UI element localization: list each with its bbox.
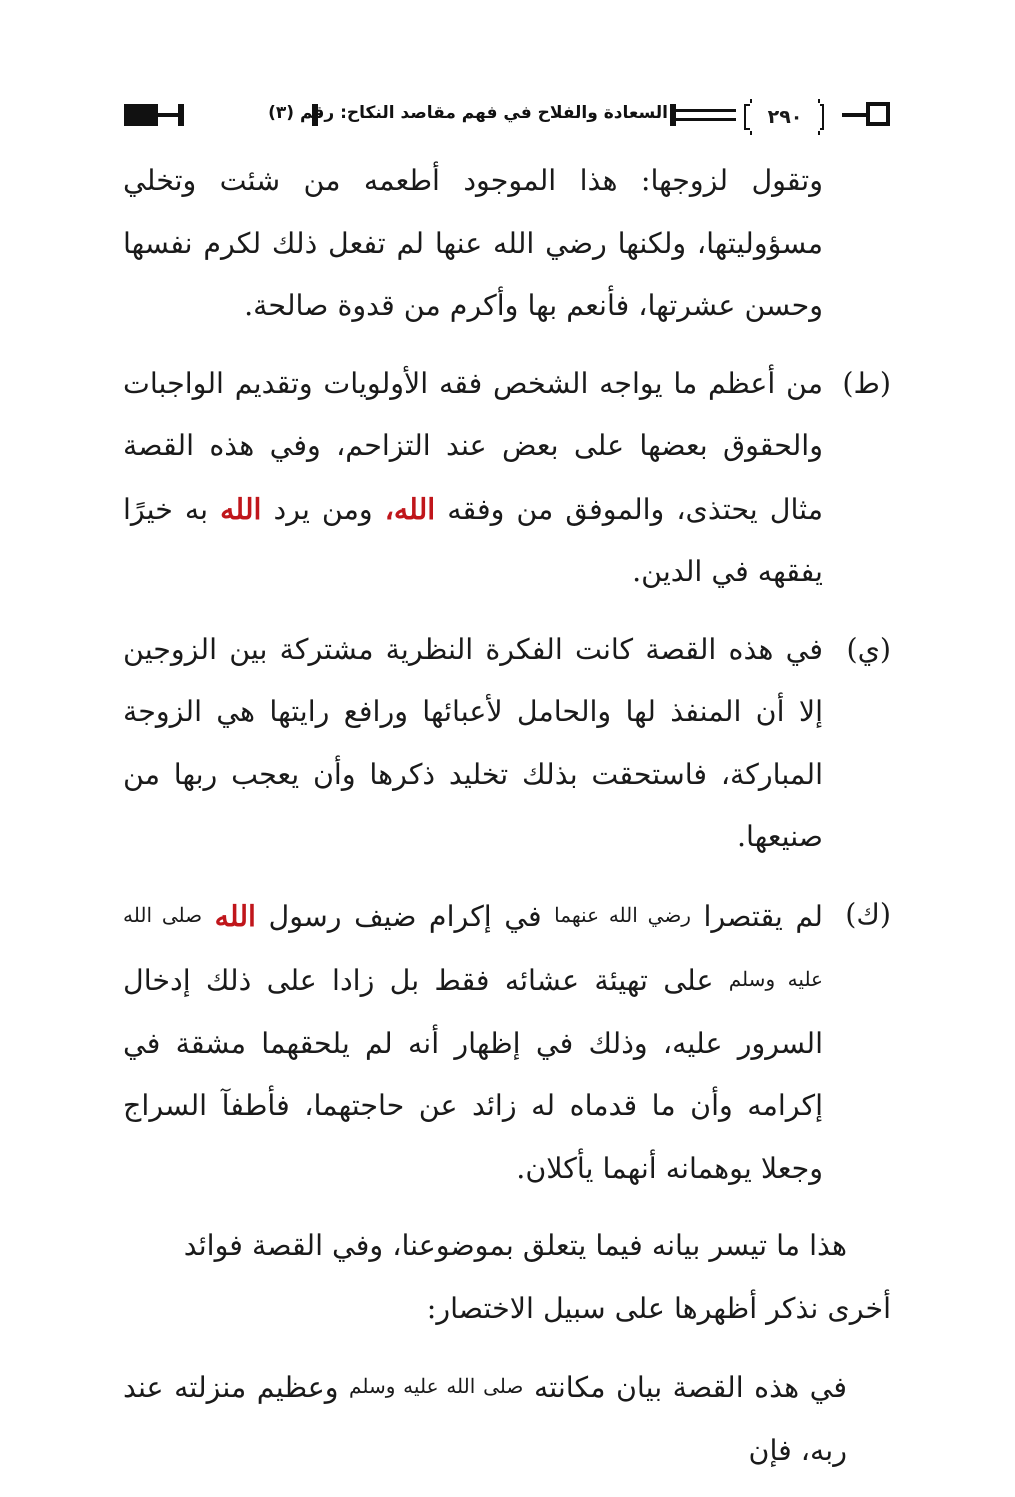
paragraph-closing (123, 1215, 891, 1340)
header-rule-right (842, 113, 868, 117)
list-item-ta (123, 353, 891, 604)
header-rule-middle-lower (676, 118, 736, 121)
closing-line-2: أخرى نذكر أظهرها على سبيل الاختصار: (426, 1291, 891, 1325)
item-text-part: في إكرام ضيف رسول (268, 899, 542, 933)
item-text-part: على تهيئة عشائه فقط بل زادا على ذلك إدخال السرور عليه، وذلك في إظهار أنه لم يلحقهما مشقة في إكرامه وأن ما قدماه له زائد عن حاجتهما، فأطفآ السراج وجعلا يوهمانه أنهما يأكلان. (123, 964, 823, 1185)
header-rule-middle (676, 109, 736, 112)
lead-line-2: مسؤوليتها، ولكنها رضي الله عنها لم تفعل ذلك لكرم نفسها وحسن (123, 226, 823, 322)
header-ornament-bar (178, 104, 184, 126)
page-number-box (728, 99, 846, 133)
header-ornament-block (124, 104, 158, 126)
divine-name: الله (220, 491, 262, 526)
lead-line-1: وتقول لزوجها: هذا الموجود أطعمه من شئت وتخلي (123, 164, 823, 197)
item-text-part: ومن يرد (273, 492, 373, 526)
closing-line-1: هذا ما تيسر بيانه فيما يتعلق بموضوعنا، وفي القصة فوائد (183, 1229, 847, 1262)
item-text (123, 884, 823, 1201)
item-text (123, 353, 823, 604)
item-marker: (ط) (842, 366, 891, 400)
honorific-glyph: صلى الله عليه وسلم (123, 902, 823, 991)
list-item-ya (123, 619, 891, 869)
running-title: السعادة والفلاح في فهم مقاصد النكاح: رقم (٣) (268, 103, 668, 123)
running-header (124, 96, 892, 136)
item-text-part: به خيرًا يفقهه في الدين. (123, 492, 823, 588)
page-body (123, 150, 891, 1497)
item-marker: (ي) (846, 632, 891, 666)
item-text: في هذه القصة كانت الفكرة النظرية مشتركة بين الزوجين إلا أن المنفذ لها والحامل لأعبائها ورافع رايتها هي الزوجة المباركة، فاستحقت بذلك تخليد ذكرها وأن يعجب ربها من صنيعها. (123, 632, 823, 853)
paragraph-final (123, 1355, 891, 1482)
page-number: ٢٩٠ (750, 103, 820, 131)
header-ornament-bar (670, 104, 676, 126)
divine-name: الله (214, 898, 256, 933)
final-text-part: في هذه القصة بيان مكانته (533, 1371, 848, 1404)
item-text-part: من أعظم ما يواجه الشخص فقه الأولويات وتقديم الواجبات والحقوق بعضها على بعض عند التزاحم، وفي هذه القصة مثال يحتذى، والموفق من وفقه (123, 366, 824, 526)
header-rule-left (158, 113, 178, 117)
paragraph-lead (123, 150, 891, 338)
honorific-glyph: صلى الله عليه وسلم (349, 1374, 524, 1398)
item-marker: (ك) (845, 897, 891, 931)
lead-line-3: عشرتها، فأنعم بها وأكرم من قدوة صالحة. (244, 289, 736, 322)
final-text-part: وعظيم منزلته عند ربه، فإن (123, 1371, 847, 1467)
divine-name: الله، (384, 491, 436, 526)
item-text-part: لم يقتصرا (703, 899, 823, 933)
honorific-glyph: رضي الله عنهما (554, 902, 691, 927)
header-end-square (866, 102, 890, 126)
list-item-kaf (123, 884, 891, 1201)
